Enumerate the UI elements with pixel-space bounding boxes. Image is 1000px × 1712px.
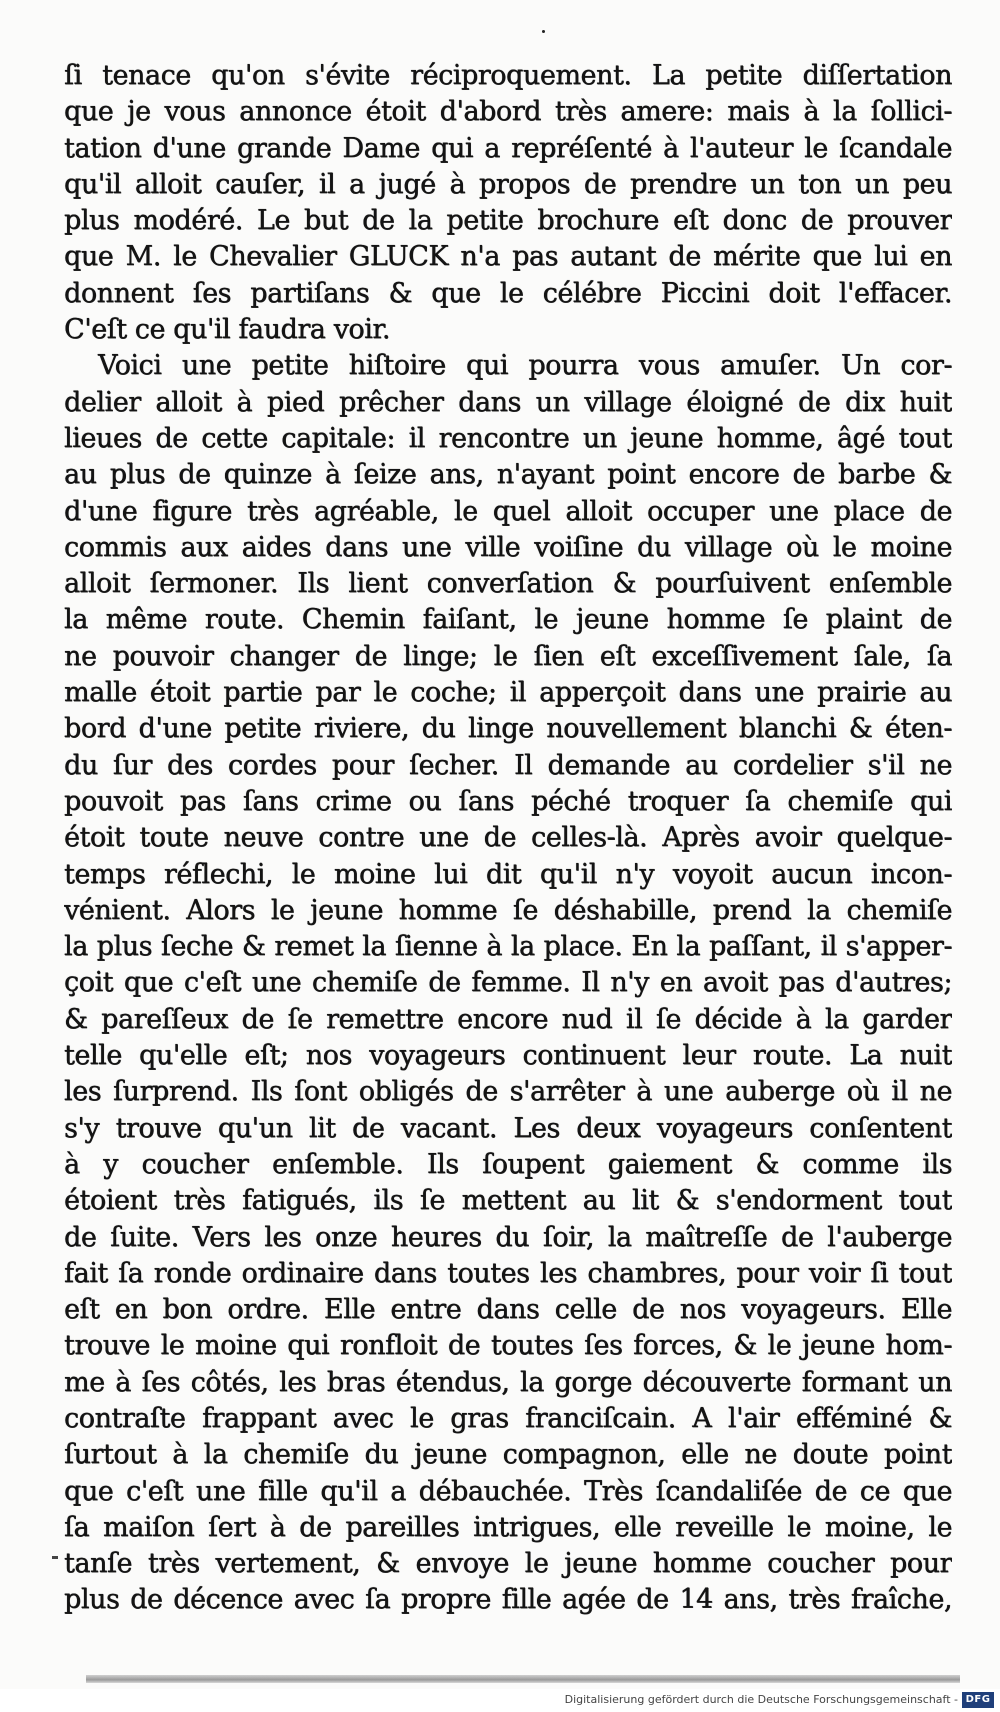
funding-credit: Digitalisierung gefördert durch die Deutsche Forschungsgemeinschaft -	[564, 1693, 958, 1706]
text-line: au plus de quinze à ſeize ans, n'ayant point encore de barbe &	[64, 459, 952, 491]
margin-mark	[52, 1556, 58, 1559]
text-line: & pareſſeux de ſe remettre encore nud il ſe décide à la garder	[64, 1003, 952, 1035]
text-line: malle étoit partie par le coche; il apperçoit dans une prairie au	[64, 677, 952, 709]
dfg-logo-icon: DFG	[962, 1692, 994, 1708]
text-line: ſurtout à la chemiſe du jeune compagnon, elle ne doute point	[64, 1439, 952, 1471]
text-line: de ſuite. Vers les onze heures du ſoir, la maîtreſſe de l'auberge	[64, 1221, 952, 1253]
text-line: à y coucher enſemble. Ils ſoupent gaiement & comme ils	[64, 1148, 952, 1180]
text-line: eſt en bon ordre. Elle entre dans celle de nos voyageurs. Elle	[64, 1294, 952, 1326]
text-line: telle qu'elle eſt; nos voyageurs continuent leur route. La nuit	[64, 1040, 952, 1072]
page-text	[64, 58, 952, 1619]
page-bottom-edge	[86, 1675, 960, 1683]
text-line: plus modéré. Le but de la petite brochure eſt donc de prouver	[64, 205, 952, 237]
text-line: étoient très fatigués, ils ſe mettent au lit & s'endorment tout	[64, 1185, 952, 1217]
text-line: qu'il alloit cauſer, il a jugé à propos de prendre un ton un peu	[64, 168, 952, 200]
text-line: me à ſes côtés, les bras étendus, la gorge découverte formant un	[64, 1366, 952, 1398]
text-line: lieues de cette capitale: il rencontre un jeune homme, âgé tout	[64, 422, 952, 454]
text-line: étoit toute neuve contre une de celles-là. Après avoir quelque-	[64, 822, 952, 854]
text-line: vénient. Alors le jeune homme ſe déshabille, prend la chemiſe	[64, 894, 952, 926]
text-line: la même route. Chemin faiſant, le jeune homme ſe plaint de	[64, 604, 952, 636]
text-line: ne pouvoir changer de linge; le ſien eſt exceſſivement ſale, ſa	[64, 640, 952, 672]
text-line: tanſe très vertement, & envoye le jeune homme coucher pour	[64, 1548, 952, 1580]
text-line: du ſur des cordes pour ſecher. Il demande au cordelier s'il ne	[64, 749, 952, 781]
digitization-footer	[0, 1689, 1000, 1712]
text-line: commis aux aides dans une ville voiſine du village où le moine	[64, 531, 952, 563]
text-line: ſa maiſon ſert à de pareilles intrigues, elle reveille le moine, le	[64, 1511, 952, 1543]
text-line: donnent ſes partiſans & que le célébre Piccini doit l'effacer.	[64, 277, 952, 309]
text-line: delier alloit à pied prêcher dans un village éloigné de dix huit	[64, 386, 952, 418]
text-line: la plus ſeche & remet la ſienne à la place. En la paſſant, il s'apper-	[64, 931, 952, 963]
text-line: trouve le moine qui ronfloit de toutes ſes forces, & le jeune hom-	[64, 1330, 952, 1362]
text-line: alloit ſermoner. Ils lient converſation & pourſuivent enſemble	[64, 568, 952, 600]
text-line: s'y trouve qu'un lit de vacant. Les deux voyageurs conſentent	[64, 1112, 952, 1144]
text-line: que M. le Chevalier GLUCK n'a pas autant de mérite que lui en	[64, 241, 952, 273]
text-line: plus de décence avec ſa propre fille agée de 14 ans, très fraîche,	[64, 1584, 952, 1616]
text-line: bord d'une petite riviere, du linge nouvellement blanchi & éten-	[64, 713, 952, 745]
text-line: que je vous annonce étoit d'abord très amere: mais à la ſollici-	[64, 96, 952, 128]
text-line: C'eſt ce qu'il faudra voir.	[64, 314, 390, 346]
print-speck	[542, 30, 545, 33]
text-line: fait ſa ronde ordinaire dans toutes les chambres, pour voir ſi tout	[64, 1257, 952, 1289]
text-line: que c'eſt une fille qu'il a débauchée. Très ſcandaliſée de ce que	[64, 1475, 952, 1507]
text-line: ſi tenace qu'on s'évite réciproquement. La petite diſſertation	[64, 60, 952, 91]
text-line: pouvoit pas ſans crime ou ſans péché troquer ſa chemiſe qui	[64, 785, 952, 817]
text-line: tation d'une grande Dame qui a repréſenté à l'auteur le ſcandale	[64, 132, 952, 164]
text-line: contraſte frappant avec le gras franciſcain. A l'air efféminé &	[64, 1402, 952, 1434]
text-line: çoit que c'eſt une chemiſe de femme. Il n'y en avoit pas d'autres;	[64, 967, 952, 999]
text-line: les ſurprend. Ils ſont obligés de s'arrêter à une auberge où il ne	[64, 1076, 952, 1108]
text-line: d'une figure très agréable, le quel alloit occuper une place de	[64, 495, 952, 527]
text-line: Voici une petite hiſtoire qui pourra vous amuſer. Un cor-	[98, 350, 952, 382]
text-line: temps réflechi, le moine lui dit qu'il n'y voyoit aucun incon-	[64, 858, 952, 890]
